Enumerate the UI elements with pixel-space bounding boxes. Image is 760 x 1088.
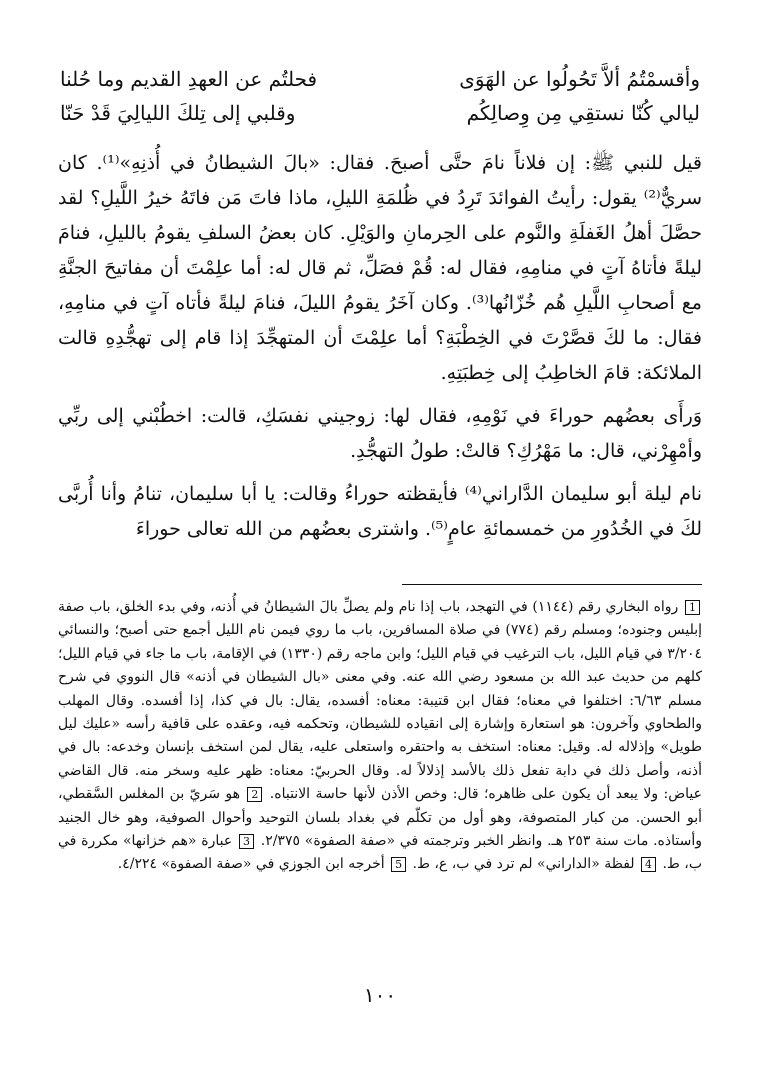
footnote-2-text: هو سَريّ بن المغلس السَّقطي، أبو الحسن. من كبار المتصوفة، وهو أول من تكلّم في بغداد بلسان التوحيد وأحوال الصوفية، وهو خال الجنيد وأستاذه. مات سنة ٢٥٣ هـ. وانظر الخبر وترجمته في «صفة الصفوة» ٢/٣٧٥. xyxy=(58,786,702,850)
page-number: ١٠٠ xyxy=(363,983,397,1007)
footnote-3-text: عبارة «هم خزانها» مكررة في ب، ط. xyxy=(58,833,702,873)
poem-line-1 xyxy=(60,62,700,96)
footnote-4-number: 4 xyxy=(641,857,656,872)
paragraph-1: قيل للنبي ﷺ: إن فلاناً نامَ حتَّى أصبحَ. فقال: «بالَ الشيطانُ في أُذنِهِ»⁽¹⁾. كان سريٌّ⁽²⁾ يقول: رأيتُ الفوائدَ تَرِدُ في ظُلمَةِ الليلِ، ماذا فاتَ مَن فاتَهُ خيرُ اللَّيلِ؟ لقد حصَّلَ أهلُ الغَفلَةِ والنَّوم على الحِرمانِ والوَيْلِ. كان بعضُ السلفِ يقومُ بالليلِ، فنامَ ليلةً فأتاهُ آتٍ في منامِهِ، فقال له: قُمْ فصَلِّ، ثم قال له: أما علِمْتَ أن مفاتيحَ الجنَّةِ مع أصحابِ اللَّيلِ هُم خُزّانُها⁽³⁾. وكان آخَرُ يقومُ الليلَ، فنامَ ليلةً فأتاه آتٍ في منامِهِ، فقال: ما لكَ قصَّرْتَ في الخِطْبَةِ؟ أما علِمْتَ أن المتهجِّدَ إذا قام إلى تهجُّدِهِ قالت الملائكة: قامَ الخاطِبُ إلى خِطبَتِهِ. xyxy=(58,152,702,384)
footnote-4-text: لفظة «الداراني» لم ترد في ب، ع، ط. xyxy=(412,856,635,873)
main-text xyxy=(58,146,702,547)
paragraph-2: وَرأَى بعضُهم حوراءَ في نَوْمِهِ، فقال لها: زوجيني نفسَكِ، قالت: اخطُبْني إلى ربِّي وأمْهِرْني، قال: ما مَهْرُكِ؟ قالتْ: طولُ التهجُّدِ. xyxy=(58,405,702,462)
footnote-5-text: أخرجه ابن الجوزي في «صفة الصفوة» ٤/٢٢٤. xyxy=(117,856,385,873)
paragraph-3: نام ليلة أبو سليمان الدَّاراني⁽⁴⁾ فأيقظته حوراءُ وقالت: يا أبا سليمان، تنامُ وأنا أُربَّى لكَ في الخُدُورِ من خمسمائةِ عامٍ⁽⁵⁾. واشترى بعضُهم من الله تعالى حوراءَ xyxy=(58,483,702,540)
footnote-3-number: 3 xyxy=(239,834,254,849)
footnote-5-number: 5 xyxy=(391,857,406,872)
poem-line-2-left: وقلبي إلى تِلكَ الليالِيَ قَدْ حَنّا xyxy=(60,101,296,125)
poem-line-1-right: وأقسمْتُمُ ألاَّ تَحُولُوا عن الهَوَى xyxy=(459,67,700,91)
poem xyxy=(60,62,700,130)
footnote-2-number: 2 xyxy=(247,787,262,802)
footnote-separator xyxy=(402,584,702,585)
poem-line-2 xyxy=(60,96,700,130)
footnotes xyxy=(58,596,702,877)
footnote-1-text: رواه البخاري رقم (١١٤٤) في التهجد، باب إذا نام ولم يصلِّ بالَ الشيطانُ في أُذنه، وفي بدء الخلق، باب صفة إبليس وجنوده؛ ومسلم رقم (٧٧٤) في صلاة المسافرين، باب ما روي فيمن نام الليل أجمع حتى أصبح؛ والنسائي ٣/٢٠٤ في قيام الليل، باب الترغيب في قيام الليل؛ وابن ماجه رقم (١٣٣٠) في الإقامة، باب ما جاء في قيام الليل؛ كلهم من حديث عبد الله بن مسعود رضي الله عنه. وفي معنى «بال الشيطان في أذنه» قال النووي في شرح مسلم ٦/٦٣: اختلفوا في معناه؛ فقال ابن قتيبة: معناه: أفسده، يقال: بال في كذا، إذا أفسده. وقال المهلب والطحاوي وآخرون: هو استعارة وإشارة إلى انقياده للشيطان، وتحكمه فيه، وعقده على قافية رأسه «عليك ليل طويل» وإذلاله له. وقيل: معناه: استخف به واحتقره واستعلى عليه، يقال لمن استخف بإنسان وخدعه: بال في أذنه، وأصل ذلك في دابة تفعل ذلك بالأسد إذلالاً له. وقال الحربيّ: معناه: ظهر عليه وسخر منه. قال القاضي عياض: ولا يبعد أن يكون على ظاهره؛ قال: وخص الأذن لأنها حاسة الانتباه. xyxy=(58,599,702,803)
poem-line-2-right: ليالي كُنّا نستقِي مِن وِصالِكُم xyxy=(466,101,700,125)
footnote-1-number: 1 xyxy=(685,600,700,615)
poem-line-1-left: فحلتُم عن العهدِ القديم وما حُلنا xyxy=(60,67,318,91)
